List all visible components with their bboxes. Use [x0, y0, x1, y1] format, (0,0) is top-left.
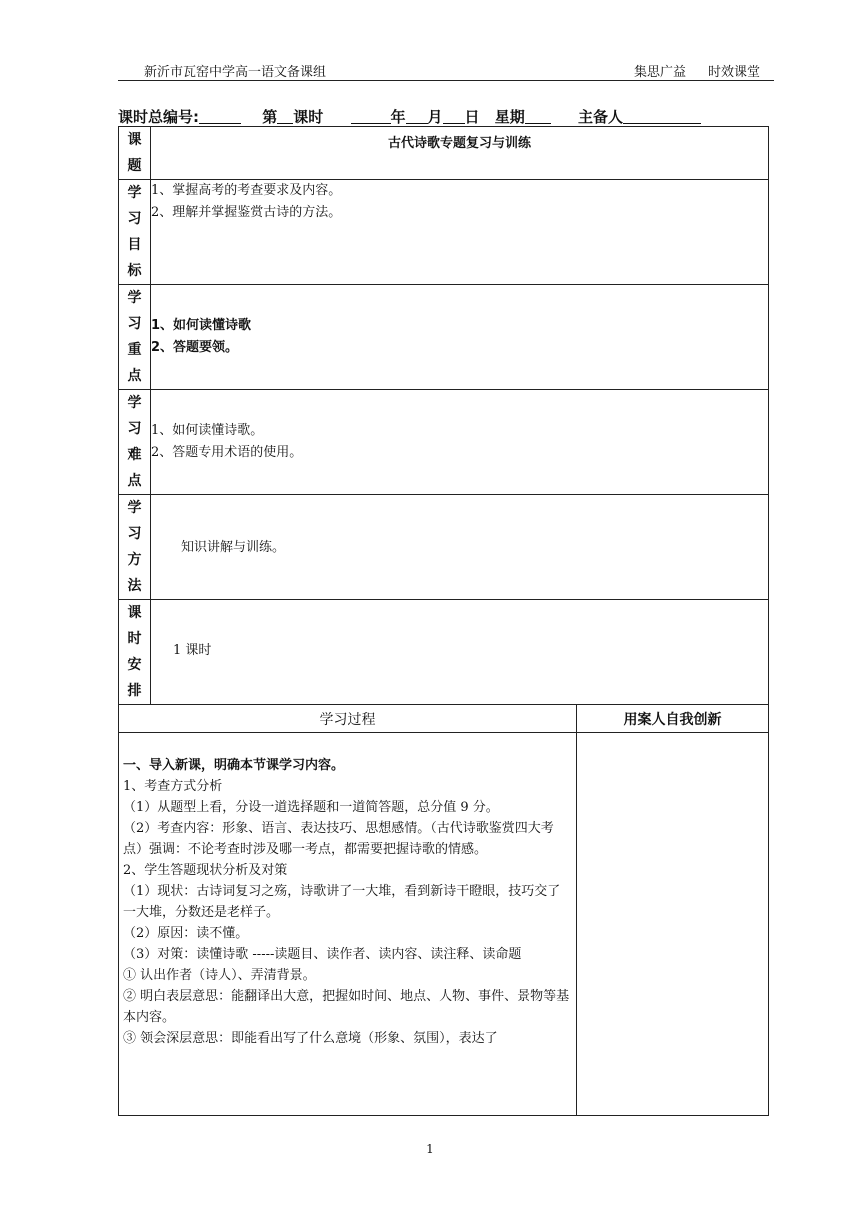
goal-line: 1、掌握高考的考查要求及内容。 — [151, 183, 342, 198]
process-line: （1）现状：古诗词复习之殇，诗歌讲了一大堆，看到新诗干瞪眼，技巧交了一大堆，分数还是老样子。 — [123, 884, 561, 920]
difficulty-label: 学 习 难 点 — [119, 390, 151, 495]
process-line: ① 认出作者（诗人）、弄清背景。 — [123, 968, 316, 983]
process-content — [119, 733, 577, 1116]
year-label: 年 — [390, 108, 406, 126]
focus-label: 学 习 重 点 — [119, 285, 151, 390]
self-innovation-cell — [577, 733, 769, 1116]
topic-value: 古代诗歌专题复习与训练 — [151, 127, 769, 180]
lesson-meta-line — [118, 106, 768, 127]
row-process-body — [119, 733, 769, 1116]
lesson-blank — [277, 109, 293, 124]
process-line: （2）考查内容：形象、语言、表达技巧、思想感情。（古代诗歌鉴赏四大考点）强调：不论考查时涉及哪一考点，都需要把握诗歌的情感。 — [123, 821, 554, 857]
process-heading: 一、导入新课，明确本节课学习内容。 — [123, 758, 345, 773]
row-topic — [119, 127, 769, 180]
schedule-value: 1 课时 — [151, 600, 769, 705]
difficulty-content — [151, 390, 769, 495]
process-header-right: 用案人自我创新 — [577, 705, 769, 733]
process-line: 1、考查方式分析 — [123, 779, 223, 794]
lesson-label-a: 第 — [262, 108, 278, 126]
total-number-blank — [199, 109, 241, 124]
page-header — [118, 58, 774, 81]
difficulty-line: 2、答题专用术语的使用。 — [151, 445, 303, 460]
process-line: ② 明白表层意思：能翻译出大意，把握如时间、地点、人物、事件、景物等基本内容。 — [123, 989, 570, 1025]
day-blank — [443, 109, 465, 124]
year-blank — [351, 109, 391, 124]
process-line: （3）对策：读懂诗歌 -----读题目、读作者、读内容、读注释、读命题 — [123, 947, 522, 962]
month-label: 月 — [427, 108, 443, 126]
preparer-label: 主备人 — [578, 108, 624, 126]
week-label: 星期 — [494, 108, 525, 126]
row-schedule — [119, 600, 769, 705]
week-blank — [525, 109, 551, 124]
header-school: 新沂市瓦窑中学高一语文备课组 — [144, 65, 327, 80]
difficulty-line: 1、如何读懂诗歌。 — [151, 423, 264, 438]
process-line: （1）从题型上看，分设一道选择题和一道简答题，总分值 9 分。 — [123, 800, 499, 815]
header-slogan-1: 集思广益 — [633, 65, 686, 80]
method-label: 学 习 方 法 — [119, 495, 151, 600]
schedule-label: 课 时 安 排 — [119, 600, 151, 705]
focus-line: 2、答题要领。 — [151, 340, 239, 355]
lesson-plan-table — [118, 126, 769, 1116]
row-method — [119, 495, 769, 600]
focus-line: 1、如何读懂诗歌 — [151, 318, 252, 333]
page-number: 1 — [426, 1142, 434, 1156]
method-value: 知识讲解与训练。 — [151, 495, 769, 600]
row-focus — [119, 285, 769, 390]
lesson-label-b: 课时 — [293, 108, 324, 126]
row-goal — [119, 180, 769, 285]
goal-line: 2、理解并掌握鉴赏古诗的方法。 — [151, 205, 342, 220]
goal-content — [151, 180, 769, 285]
process-line: 2、学生答题现状分析及对策 — [123, 863, 288, 878]
total-number-label: 课时总编号: — [118, 108, 199, 126]
process-header-left: 学习过程 — [119, 705, 577, 733]
goal-label: 学 习 目 标 — [119, 180, 151, 285]
topic-label: 课 题 — [119, 127, 151, 180]
focus-content — [151, 285, 769, 390]
process-line: （2）原因：读不懂。 — [123, 926, 249, 941]
day-label: 日 — [464, 108, 480, 126]
row-process-header — [119, 705, 769, 733]
process-line: ③ 领会深层意思：即能看出写了什么意境（形象、氛围），表达了 — [123, 1031, 498, 1046]
preparer-blank — [623, 109, 701, 124]
month-blank — [406, 109, 428, 124]
header-slogan — [634, 61, 760, 80]
row-difficulty — [119, 390, 769, 495]
header-slogan-2: 时效课堂 — [707, 65, 760, 80]
